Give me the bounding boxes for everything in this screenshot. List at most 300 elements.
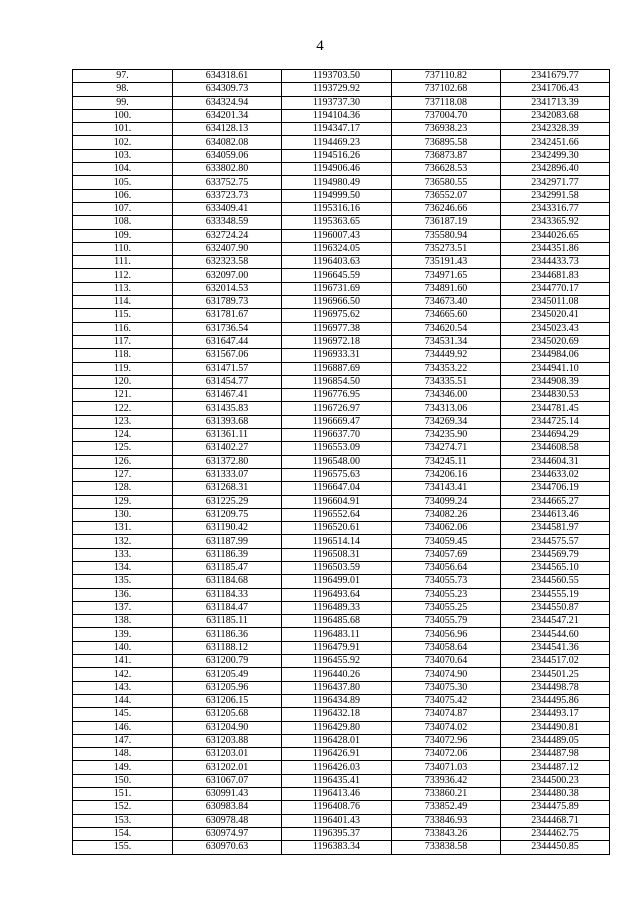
y1-coordinate-cell: 1195316.16 [282,202,392,215]
table-row [73,70,610,83]
point-number-cell: 138. [73,615,173,628]
y2-coordinate-cell: 2344541.36 [501,641,610,654]
x2-coordinate-cell: 735580.94 [392,229,501,242]
x1-coordinate-cell: 631186.39 [173,548,282,561]
y2-coordinate-cell: 2344830.53 [501,389,610,402]
point-number-cell: 135. [73,575,173,588]
x2-coordinate-cell: 734058.64 [392,641,501,654]
table-row [73,814,610,827]
x1-coordinate-cell: 631206.15 [173,694,282,707]
y1-coordinate-cell: 1194469.23 [282,136,392,149]
x2-coordinate-cell: 734055.25 [392,601,501,614]
y1-coordinate-cell: 1196645.59 [282,269,392,282]
x2-coordinate-cell: 734206.16 [392,468,501,481]
x2-coordinate-cell: 734673.40 [392,296,501,309]
y2-coordinate-cell: 2344501.25 [501,668,610,681]
point-number-cell: 130. [73,508,173,521]
x1-coordinate-cell: 631268.31 [173,482,282,495]
x1-coordinate-cell: 634318.61 [173,70,282,83]
y1-coordinate-cell: 1196499.01 [282,575,392,588]
x2-coordinate-cell: 734074.90 [392,668,501,681]
table-row [73,349,610,362]
y1-coordinate-cell: 1193737.30 [282,96,392,109]
y1-coordinate-cell: 1193703.50 [282,70,392,83]
point-number-cell: 147. [73,734,173,747]
y1-coordinate-cell: 1196432.18 [282,708,392,721]
point-number-cell: 105. [73,176,173,189]
x2-coordinate-cell: 734071.03 [392,761,501,774]
y1-coordinate-cell: 1196520.61 [282,522,392,535]
table-row [73,149,610,162]
y2-coordinate-cell: 2345020.69 [501,335,610,348]
x1-coordinate-cell: 634059.06 [173,149,282,162]
y2-coordinate-cell: 2344498.78 [501,681,610,694]
x1-coordinate-cell: 632407.90 [173,242,282,255]
x2-coordinate-cell: 737102.68 [392,83,501,96]
x2-coordinate-cell: 734099.24 [392,495,501,508]
y1-coordinate-cell: 1194347.17 [282,123,392,136]
table-row [73,389,610,402]
y1-coordinate-cell: 1196575.63 [282,468,392,481]
x2-coordinate-cell: 735191.43 [392,256,501,269]
point-number-cell: 119. [73,362,173,375]
table-row [73,136,610,149]
table-row [73,827,610,840]
y1-coordinate-cell: 1196637.70 [282,429,392,442]
y1-coordinate-cell: 1196479.91 [282,641,392,654]
point-number-cell: 133. [73,548,173,561]
y1-coordinate-cell: 1196553.09 [282,442,392,455]
y1-coordinate-cell: 1196669.47 [282,415,392,428]
table-row [73,189,610,202]
table-row [73,269,610,282]
y2-coordinate-cell: 2344475.89 [501,801,610,814]
y1-coordinate-cell: 1194104.36 [282,109,392,122]
point-number-cell: 124. [73,429,173,442]
point-number-cell: 122. [73,402,173,415]
y1-coordinate-cell: 1196731.69 [282,282,392,295]
point-number-cell: 123. [73,415,173,428]
y2-coordinate-cell: 2344569.79 [501,548,610,561]
y2-coordinate-cell: 2344770.17 [501,282,610,295]
y1-coordinate-cell: 1196503.59 [282,561,392,574]
y1-coordinate-cell: 1196324.05 [282,242,392,255]
x1-coordinate-cell: 631204.90 [173,721,282,734]
table-row [73,309,610,322]
x1-coordinate-cell: 631567.06 [173,349,282,362]
point-number-cell: 132. [73,535,173,548]
y1-coordinate-cell: 1196647.04 [282,482,392,495]
y1-coordinate-cell: 1196426.03 [282,761,392,774]
x1-coordinate-cell: 631184.68 [173,575,282,588]
x1-coordinate-cell: 634201.34 [173,109,282,122]
point-number-cell: 127. [73,468,173,481]
y2-coordinate-cell: 2344665.27 [501,495,610,508]
x1-coordinate-cell: 631067.07 [173,774,282,787]
x1-coordinate-cell: 634128.13 [173,123,282,136]
y2-coordinate-cell: 2344984.06 [501,349,610,362]
table-row [73,655,610,668]
y1-coordinate-cell: 1196854.50 [282,375,392,388]
x1-coordinate-cell: 631205.96 [173,681,282,694]
table-row [73,96,610,109]
y1-coordinate-cell: 1196413.46 [282,788,392,801]
point-number-cell: 118. [73,349,173,362]
point-number-cell: 152. [73,801,173,814]
point-number-cell: 144. [73,694,173,707]
x1-coordinate-cell: 631184.33 [173,588,282,601]
y2-coordinate-cell: 2344351.86 [501,242,610,255]
y2-coordinate-cell: 2341713.39 [501,96,610,109]
x1-coordinate-cell: 631186.36 [173,628,282,641]
x2-coordinate-cell: 733936.42 [392,774,501,787]
x1-coordinate-cell: 633723.73 [173,189,282,202]
y2-coordinate-cell: 2344725.14 [501,415,610,428]
x1-coordinate-cell: 631435.83 [173,402,282,415]
x1-coordinate-cell: 634309.73 [173,83,282,96]
point-number-cell: 117. [73,335,173,348]
point-number-cell: 149. [73,761,173,774]
point-number-cell: 151. [73,788,173,801]
x2-coordinate-cell: 736187.19 [392,216,501,229]
x1-coordinate-cell: 631471.57 [173,362,282,375]
x2-coordinate-cell: 736938.23 [392,123,501,136]
y1-coordinate-cell: 1196493.64 [282,588,392,601]
point-number-cell: 106. [73,189,173,202]
y2-coordinate-cell: 2344500.23 [501,774,610,787]
point-number-cell: 136. [73,588,173,601]
y1-coordinate-cell: 1196508.31 [282,548,392,561]
point-number-cell: 139. [73,628,173,641]
point-number-cell: 142. [73,668,173,681]
x2-coordinate-cell: 737110.82 [392,70,501,83]
table-row [73,109,610,122]
y2-coordinate-cell: 2344613.46 [501,508,610,521]
y1-coordinate-cell: 1196401.43 [282,814,392,827]
y2-coordinate-cell: 2342499.30 [501,149,610,162]
point-number-cell: 103. [73,149,173,162]
y2-coordinate-cell: 2344575.57 [501,535,610,548]
y1-coordinate-cell: 1196483.11 [282,628,392,641]
y2-coordinate-cell: 2344490.81 [501,721,610,734]
x2-coordinate-cell: 734055.73 [392,575,501,588]
x2-coordinate-cell: 737004.70 [392,109,501,122]
point-number-cell: 110. [73,242,173,255]
table-row [73,415,610,428]
y2-coordinate-cell: 2344480.38 [501,788,610,801]
y1-coordinate-cell: 1196966.50 [282,296,392,309]
table-row [73,482,610,495]
table-row [73,788,610,801]
y1-coordinate-cell: 1196383.34 [282,841,392,854]
point-number-cell: 116. [73,322,173,335]
table-row [73,362,610,375]
point-number-cell: 120. [73,375,173,388]
point-number-cell: 154. [73,827,173,840]
y2-coordinate-cell: 2344941.10 [501,362,610,375]
y2-coordinate-cell: 2341679.77 [501,70,610,83]
x1-coordinate-cell: 631225.29 [173,495,282,508]
x2-coordinate-cell: 736873.87 [392,149,501,162]
x1-coordinate-cell: 632724.24 [173,229,282,242]
x1-coordinate-cell: 631188.12 [173,641,282,654]
point-number-cell: 131. [73,522,173,535]
y2-coordinate-cell: 2344489.05 [501,734,610,747]
table-row [73,774,610,787]
y2-coordinate-cell: 2344547.21 [501,615,610,628]
x1-coordinate-cell: 631203.01 [173,748,282,761]
x1-coordinate-cell: 631736.54 [173,322,282,335]
x2-coordinate-cell: 736580.55 [392,176,501,189]
x1-coordinate-cell: 630983.84 [173,801,282,814]
y1-coordinate-cell: 1196726.97 [282,402,392,415]
table-row [73,163,610,176]
x1-coordinate-cell: 631789.73 [173,296,282,309]
y2-coordinate-cell: 2345023.43 [501,322,610,335]
table-row [73,282,610,295]
y2-coordinate-cell: 2344487.12 [501,761,610,774]
x1-coordinate-cell: 630974.97 [173,827,282,840]
y1-coordinate-cell: 1196007.43 [282,229,392,242]
table-row [73,296,610,309]
y2-coordinate-cell: 2344555.19 [501,588,610,601]
x1-coordinate-cell: 632097.00 [173,269,282,282]
x1-coordinate-cell: 632323.58 [173,256,282,269]
point-number-cell: 121. [73,389,173,402]
point-number-cell: 114. [73,296,173,309]
y1-coordinate-cell: 1194999.50 [282,189,392,202]
y1-coordinate-cell: 1195363.65 [282,216,392,229]
x1-coordinate-cell: 633409.41 [173,202,282,215]
point-number-cell: 126. [73,455,173,468]
x2-coordinate-cell: 734143.41 [392,482,501,495]
point-number-cell: 97. [73,70,173,83]
table-row [73,468,610,481]
y2-coordinate-cell: 2344493.17 [501,708,610,721]
x2-coordinate-cell: 734620.54 [392,322,501,335]
table-row [73,721,610,734]
table-row [73,455,610,468]
x2-coordinate-cell: 735273.51 [392,242,501,255]
x1-coordinate-cell: 631205.49 [173,668,282,681]
y2-coordinate-cell: 2344450.85 [501,841,610,854]
x2-coordinate-cell: 734971.65 [392,269,501,282]
table-row [73,748,610,761]
y1-coordinate-cell: 1196977.38 [282,322,392,335]
point-number-cell: 102. [73,136,173,149]
y1-coordinate-cell: 1193729.92 [282,83,392,96]
y1-coordinate-cell: 1196440.26 [282,668,392,681]
table-row [73,575,610,588]
y1-coordinate-cell: 1196489.33 [282,601,392,614]
y1-coordinate-cell: 1196426.91 [282,748,392,761]
point-number-cell: 145. [73,708,173,721]
x1-coordinate-cell: 631205.68 [173,708,282,721]
x2-coordinate-cell: 734082.26 [392,508,501,521]
x2-coordinate-cell: 734056.64 [392,561,501,574]
y2-coordinate-cell: 2344681.83 [501,269,610,282]
x2-coordinate-cell: 736895.58 [392,136,501,149]
point-number-cell: 125. [73,442,173,455]
y1-coordinate-cell: 1196933.31 [282,349,392,362]
x2-coordinate-cell: 734072.96 [392,734,501,747]
y2-coordinate-cell: 2344781.45 [501,402,610,415]
point-number-cell: 129. [73,495,173,508]
table-row [73,83,610,96]
x1-coordinate-cell: 631647.44 [173,335,282,348]
x1-coordinate-cell: 631184.47 [173,601,282,614]
y1-coordinate-cell: 1196403.63 [282,256,392,269]
y1-coordinate-cell: 1196485.68 [282,615,392,628]
table-row [73,694,610,707]
y2-coordinate-cell: 2344544.60 [501,628,610,641]
x2-coordinate-cell: 734055.79 [392,615,501,628]
y2-coordinate-cell: 2344560.55 [501,575,610,588]
x2-coordinate-cell: 733838.58 [392,841,501,854]
point-number-cell: 101. [73,123,173,136]
x2-coordinate-cell: 734074.87 [392,708,501,721]
table-row [73,641,610,654]
table-row [73,242,610,255]
point-number-cell: 115. [73,309,173,322]
table-row [73,229,610,242]
x2-coordinate-cell: 733843.26 [392,827,501,840]
x1-coordinate-cell: 631333.07 [173,468,282,481]
x2-coordinate-cell: 734891.60 [392,282,501,295]
point-number-cell: 111. [73,256,173,269]
y1-coordinate-cell: 1194980.49 [282,176,392,189]
x2-coordinate-cell: 734245.11 [392,455,501,468]
y2-coordinate-cell: 2344433.73 [501,256,610,269]
y1-coordinate-cell: 1196429.80 [282,721,392,734]
table-row [73,335,610,348]
x2-coordinate-cell: 734335.51 [392,375,501,388]
x1-coordinate-cell: 631200.79 [173,655,282,668]
y2-coordinate-cell: 2344706.19 [501,482,610,495]
point-number-cell: 155. [73,841,173,854]
table-row [73,548,610,561]
x1-coordinate-cell: 631781.67 [173,309,282,322]
x1-coordinate-cell: 630991.43 [173,788,282,801]
point-number-cell: 100. [73,109,173,122]
table-row [73,202,610,215]
table-row [73,495,610,508]
x2-coordinate-cell: 734235.90 [392,429,501,442]
x1-coordinate-cell: 634082.08 [173,136,282,149]
table-row [73,801,610,814]
point-number-cell: 134. [73,561,173,574]
y2-coordinate-cell: 2344487.98 [501,748,610,761]
y1-coordinate-cell: 1196428.01 [282,734,392,747]
y1-coordinate-cell: 1196972.18 [282,335,392,348]
y1-coordinate-cell: 1194516.26 [282,149,392,162]
table-row [73,176,610,189]
y2-coordinate-cell: 2344581.97 [501,522,610,535]
y1-coordinate-cell: 1196435.41 [282,774,392,787]
x1-coordinate-cell: 632014.53 [173,282,282,295]
y2-coordinate-cell: 2344550.87 [501,601,610,614]
y2-coordinate-cell: 2345020.41 [501,309,610,322]
y1-coordinate-cell: 1194906.46 [282,163,392,176]
point-number-cell: 99. [73,96,173,109]
x2-coordinate-cell: 734057.69 [392,548,501,561]
x1-coordinate-cell: 631402.27 [173,442,282,455]
table-row [73,841,610,854]
table-row [73,601,610,614]
x1-coordinate-cell: 631454.77 [173,375,282,388]
y2-coordinate-cell: 2344633.02 [501,468,610,481]
y1-coordinate-cell: 1196408.76 [282,801,392,814]
x1-coordinate-cell: 631190.42 [173,522,282,535]
y1-coordinate-cell: 1196552.64 [282,508,392,521]
table-row [73,681,610,694]
x1-coordinate-cell: 631185.11 [173,615,282,628]
point-number-cell: 137. [73,601,173,614]
x1-coordinate-cell: 633348.59 [173,216,282,229]
x1-coordinate-cell: 631203.88 [173,734,282,747]
point-number-cell: 150. [73,774,173,787]
x2-coordinate-cell: 734269.34 [392,415,501,428]
table-row [73,375,610,388]
coordinates-table [72,69,610,855]
table-row [73,761,610,774]
x2-coordinate-cell: 734070.64 [392,655,501,668]
table-row [73,588,610,601]
point-number-cell: 113. [73,282,173,295]
x1-coordinate-cell: 630978.48 [173,814,282,827]
x2-coordinate-cell: 737118.08 [392,96,501,109]
y2-coordinate-cell: 2344694.29 [501,429,610,442]
x1-coordinate-cell: 631202.01 [173,761,282,774]
table-row [73,708,610,721]
table-row [73,522,610,535]
point-number-cell: 143. [73,681,173,694]
y2-coordinate-cell: 2343316.77 [501,202,610,215]
y2-coordinate-cell: 2344026.65 [501,229,610,242]
x2-coordinate-cell: 734531.34 [392,335,501,348]
table-row [73,123,610,136]
point-number-cell: 112. [73,269,173,282]
x1-coordinate-cell: 631209.75 [173,508,282,521]
y2-coordinate-cell: 2342971.77 [501,176,610,189]
x1-coordinate-cell: 633752.75 [173,176,282,189]
table-row [73,256,610,269]
point-number-cell: 146. [73,721,173,734]
x2-coordinate-cell: 734074.02 [392,721,501,734]
point-number-cell: 128. [73,482,173,495]
y1-coordinate-cell: 1196434.89 [282,694,392,707]
point-number-cell: 98. [73,83,173,96]
x2-coordinate-cell: 734055.23 [392,588,501,601]
y2-coordinate-cell: 2342991.58 [501,189,610,202]
y1-coordinate-cell: 1196604.91 [282,495,392,508]
table-row [73,615,610,628]
y1-coordinate-cell: 1196975.62 [282,309,392,322]
table-row [73,216,610,229]
x2-coordinate-cell: 734059.45 [392,535,501,548]
x2-coordinate-cell: 733860.21 [392,788,501,801]
table-row [73,442,610,455]
y2-coordinate-cell: 2342083.68 [501,109,610,122]
point-number-cell: 104. [73,163,173,176]
x1-coordinate-cell: 634324.94 [173,96,282,109]
y1-coordinate-cell: 1196887.69 [282,362,392,375]
x2-coordinate-cell: 733852.49 [392,801,501,814]
y2-coordinate-cell: 2342328.39 [501,123,610,136]
point-number-cell: 109. [73,229,173,242]
x2-coordinate-cell: 734075.30 [392,681,501,694]
table-row [73,628,610,641]
